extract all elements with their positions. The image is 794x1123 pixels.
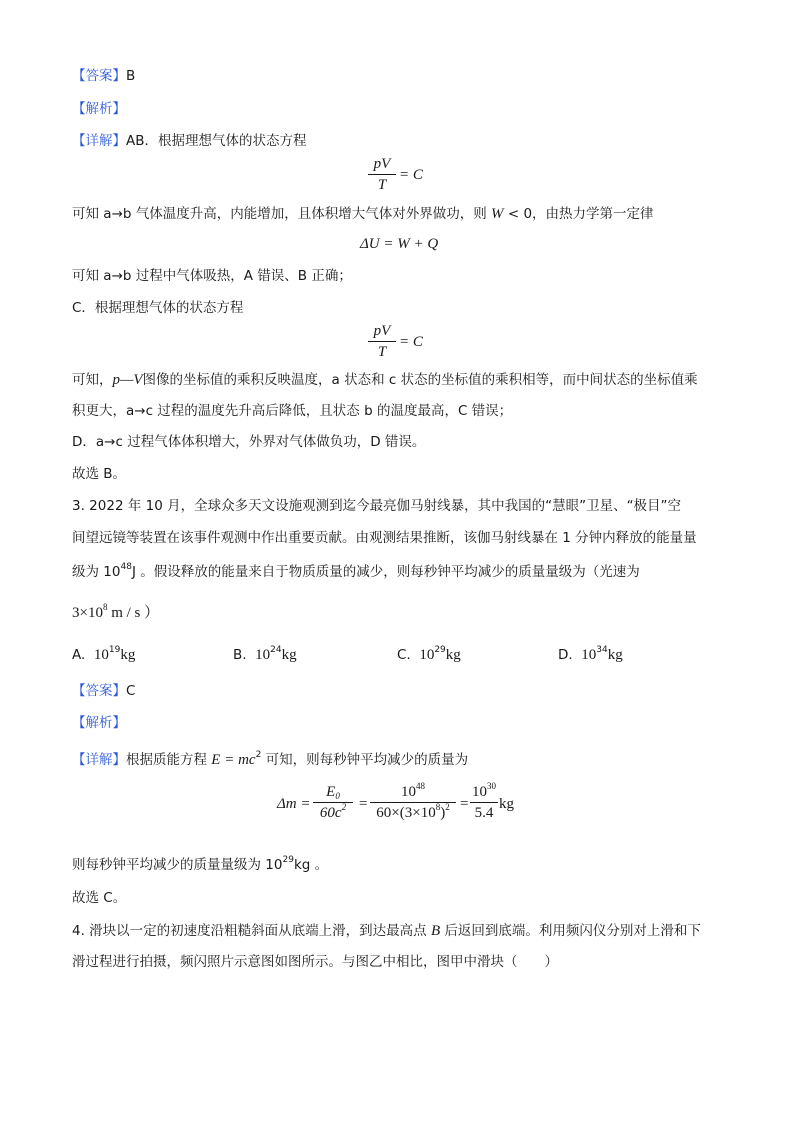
option-a: A. $10^{19}kg$ <box>72 645 136 663</box>
first-law-equation: ΔU = W + Q <box>360 236 439 252</box>
choose-line: 故选 B。 <box>72 466 127 482</box>
question-stem: 滑过程进行拍摄，频闪照片示意图如图所示。与图乙中相比，图甲中滑块（ ） <box>72 954 558 970</box>
text-line: 可知，p—V图像的坐标值的乘积反映温度，a 状态和 c 状态的坐标值的乘积相等，而中间状态的坐标值乘 <box>72 372 698 388</box>
detail-paragraph: 【详解】AB．根据理想气体的状态方程 <box>72 133 307 149</box>
text-line: 积更大，a→c 过程的温度先升高后降低，且状态 b 的温度最高，C 错误； <box>72 403 513 419</box>
equation-fraction-3: $10^{30}$ 5.4 <box>472 781 496 821</box>
text-line: C．根据理想气体的状态方程 <box>72 300 244 316</box>
state-equation-rhs: = C <box>399 167 423 183</box>
question-stem: 4. 滑块以一定的初速度沿粗糙斜面从底端上滑，到达最高点 B 后返回到底端。利用频闪仪分别对上滑和下 <box>72 923 701 939</box>
result-line: 则每秒钟平均减少的质量量级为 $10^{29}kg$ 。 <box>72 855 329 873</box>
analysis-label: 【解析】 <box>72 715 126 731</box>
question-stem: $3\times 10^8$ m / s ） <box>72 602 160 621</box>
question-stem: 3. 2022 年 10 月，全球众多天文设施观测到迄今最亮伽马射线暴，其中我国的“慧眼”卫星、“极目”空 <box>72 498 682 514</box>
answer-label: 【答案】B <box>72 68 136 84</box>
option-b: B. $10^{24}kg$ <box>233 645 297 663</box>
equation-fraction-2: $10^{48}$ $60\times(3\times 10^8)^2$ <box>370 783 456 822</box>
answer-value: C <box>126 683 136 699</box>
text-line: 可知 a→b 气体温度升高，内能增加，且体积增大气体对外界做功，则 W < 0，由热力学第一定律 <box>72 206 654 222</box>
answer-value: B <box>126 68 136 84</box>
choose-line: 故选 C。 <box>72 890 127 906</box>
equals-sign: = <box>358 796 369 812</box>
question-stem: 级为 $10^{48}J$ 。假设释放的能量来自于物质质量的减少，则每秒钟平均减少的质量量级为（光速为 <box>72 562 640 580</box>
equals-sign: = <box>459 796 470 812</box>
text-line: 可知 a→b 过程中气体吸热，A 错误、B 正确； <box>72 268 352 284</box>
state-equation-fraction: pV T <box>368 322 396 361</box>
question-stem: 间望远镜等装置在该事件观测中作出重要贡献。由观测结果推断，该伽马射线暴在 1 分钟内释放的能量量 <box>72 530 697 546</box>
option-c: C. $10^{29}kg$ <box>397 645 461 663</box>
text-line: D．a→c 过程气体体积增大，外界对气体做负功，D 错误。 <box>72 434 426 450</box>
detail-paragraph: 【详解】根据质能方程 $E = mc^2$ 可知，则每秒钟平均减少的质量为 <box>72 750 469 768</box>
option-d: D. $10^{34}kg$ <box>558 645 623 663</box>
equation-fraction-1: $E_0$ $60c^2$ <box>313 783 353 822</box>
state-equation-rhs: = C <box>399 334 423 350</box>
state-equation-fraction: pV T <box>368 155 396 194</box>
equation-unit: kg <box>499 796 514 812</box>
equation-lhs: Δm = <box>277 796 311 812</box>
analysis-label: 【解析】 <box>72 101 126 117</box>
answer-label: 【答案】C <box>72 683 136 699</box>
